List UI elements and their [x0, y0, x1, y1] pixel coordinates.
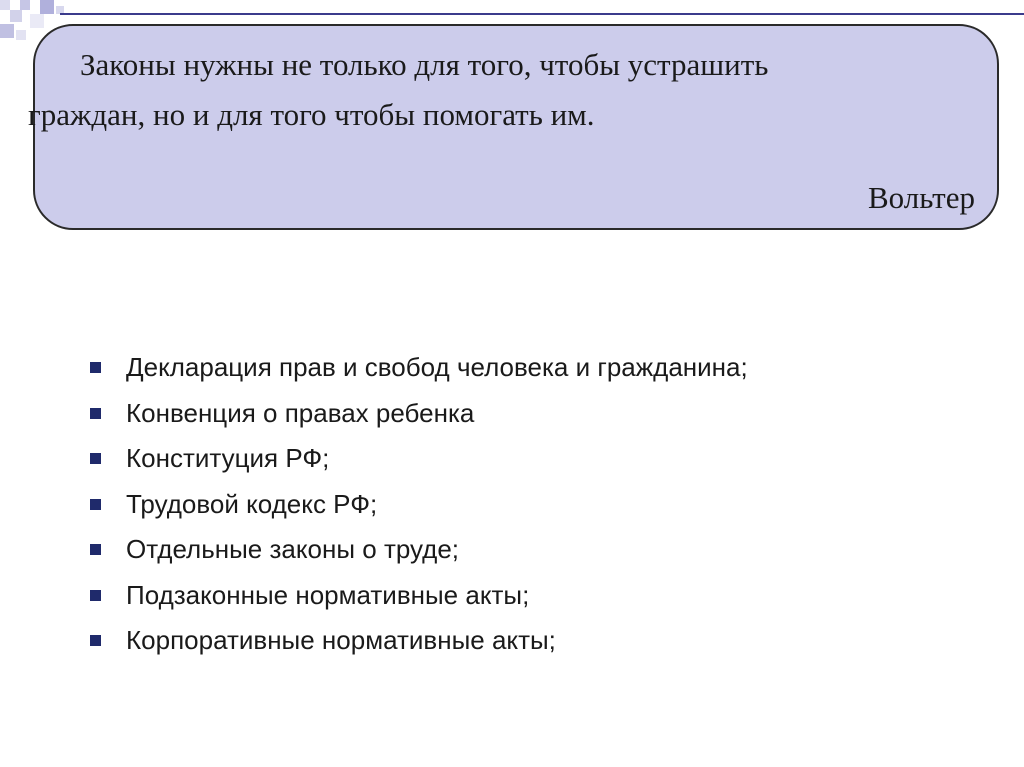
- list-item-label: Декларация прав и свобод человека и гражданина;: [126, 352, 748, 383]
- square-bullet-icon: [90, 590, 101, 601]
- list-item: [90, 482, 748, 528]
- list-item-label: Конвенция о правах ребенка: [126, 397, 475, 428]
- list-item: [90, 573, 748, 619]
- quote-author: Вольтер: [867, 180, 975, 215]
- list-item-label: Трудовой кодекс РФ;: [126, 488, 378, 519]
- square-bullet-icon: [90, 635, 101, 646]
- list-item-label: Отдельные законы о труде;: [126, 534, 460, 565]
- list-item: [90, 527, 748, 573]
- square-bullet-icon: [90, 499, 101, 510]
- square-bullet-icon: [90, 544, 101, 555]
- quote-text: [0, 40, 1000, 140]
- list-item: [90, 618, 748, 664]
- square-bullet-icon: [90, 453, 101, 464]
- quote-line-1: Законы нужны не только для того, чтобы устрашить: [80, 47, 769, 82]
- square-bullet-icon: [90, 408, 101, 419]
- list-item-label: Корпоративные нормативные акты;: [126, 625, 556, 656]
- list-item-label: Подзаконные нормативные акты;: [126, 579, 530, 610]
- list-item-label: Конституция РФ;: [126, 443, 330, 474]
- list-item: [90, 345, 748, 391]
- quote-line-2: граждан, но и для того чтобы помогать им.: [28, 97, 595, 132]
- list-item: [90, 436, 748, 482]
- bullet-list: [90, 345, 748, 664]
- square-bullet-icon: [90, 362, 101, 373]
- list-item: [90, 391, 748, 437]
- header-accent-line: [60, 13, 1024, 15]
